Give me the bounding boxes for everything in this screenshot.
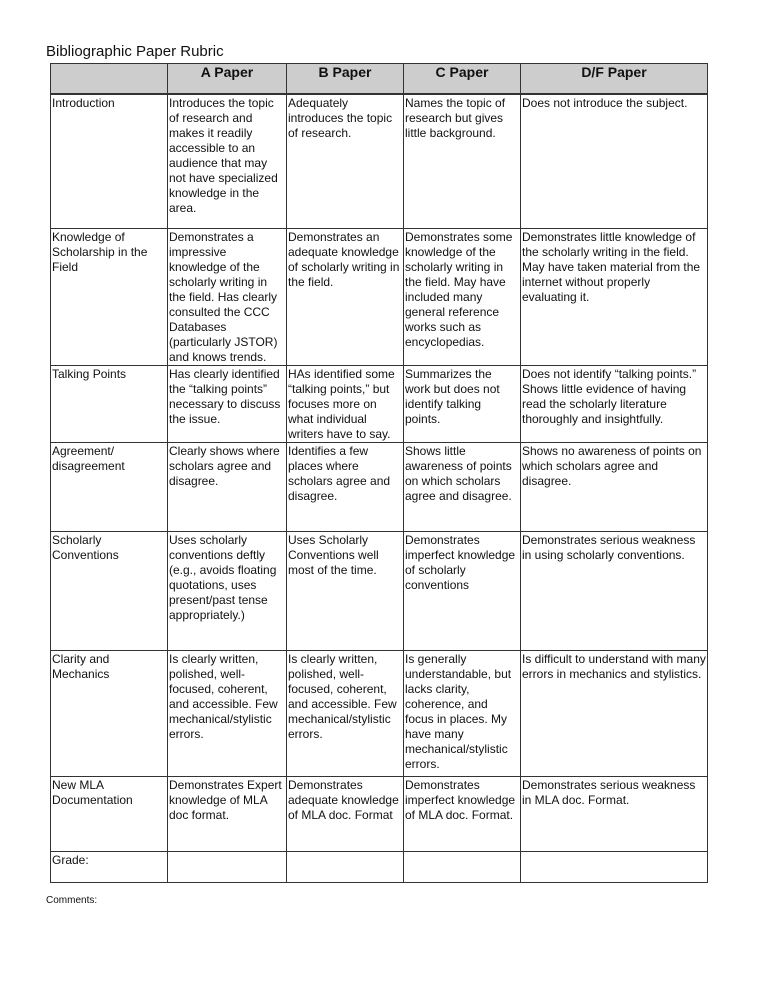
c-paper-cell: Shows little awareness of points on which scholars agree and disagree. — [404, 442, 521, 531]
b-paper-cell: HAs identified some “talking points,” but focuses more on what individual writers have to say. — [287, 365, 404, 442]
table-row — [51, 776, 708, 851]
c-paper-cell: Demonstrates some knowledge of the scholarly writing in the field. May have included many general reference works such as encyclopedias. — [404, 228, 521, 365]
df-paper-cell: Shows no awareness of points on which scholars agree and disagree. — [521, 442, 708, 531]
grade-label: Grade: — [51, 851, 168, 882]
df-paper-cell: Demonstrates serious weakness in using scholarly conventions. — [521, 531, 708, 650]
rubric-table — [50, 63, 708, 883]
a-paper-cell: Demonstrates Expert knowledge of MLA doc format. — [168, 776, 287, 851]
table-row — [51, 365, 708, 442]
df-paper-cell: Does not introduce the subject. — [521, 94, 708, 228]
a-paper-cell: Is clearly written, polished, well-focused, coherent, and accessible. Few mechanical/stylistic errors. — [168, 650, 287, 776]
header-a-paper: A Paper — [168, 64, 287, 95]
table-row — [51, 531, 708, 650]
criterion-cell: Talking Points — [51, 365, 168, 442]
grade-a-paper-cell[interactable] — [168, 851, 287, 882]
b-paper-cell: Identifies a few places where scholars agree and disagree. — [287, 442, 404, 531]
criterion-cell: Scholarly Conventions — [51, 531, 168, 650]
a-paper-cell: Has clearly identified the “talking points” necessary to discuss the issue. — [168, 365, 287, 442]
criterion-cell: Agreement/ disagreement — [51, 442, 168, 531]
df-paper-cell: Demonstrates serious weakness in MLA doc. Format. — [521, 776, 708, 851]
header-blank-cell — [51, 64, 168, 95]
table-row — [51, 650, 708, 776]
criterion-cell: Introduction — [51, 94, 168, 228]
b-paper-cell: Is clearly written, polished, well-focused, coherent, and accessible. Few mechanical/stylistic errors. — [287, 650, 404, 776]
a-paper-cell: Uses scholarly conventions deftly (e.g., avoids floating quotations, uses present/past tense appropriately.) — [168, 531, 287, 650]
df-paper-cell: Is difficult to understand with many errors in mechanics and stylistics. — [521, 650, 708, 776]
b-paper-cell: Demonstrates an adequate knowledge of scholarly writing in the field. — [287, 228, 404, 365]
criterion-cell: Knowledge of Scholarship in the Field — [51, 228, 168, 365]
a-paper-cell: Introduces the topic of research and makes it readily accessible to an audience that may not have specialized knowledge in the area. — [168, 94, 287, 228]
c-paper-cell: Is generally understandable, but lacks clarity, coherence, and focus in places. My have many mechanical/stylistic errors. — [404, 650, 521, 776]
header-c-paper: C Paper — [404, 64, 521, 95]
criterion-cell: Clarity and Mechanics — [51, 650, 168, 776]
table-row — [51, 228, 708, 365]
table-row — [51, 442, 708, 531]
c-paper-cell: Demonstrates imperfect knowledge of MLA doc. Format. — [404, 776, 521, 851]
b-paper-cell: Uses Scholarly Conventions well most of the time. — [287, 531, 404, 650]
table-row — [51, 94, 708, 228]
criterion-cell: New MLA Documentation — [51, 776, 168, 851]
comments-label: Comments: — [46, 895, 98, 906]
grade-df-paper-cell[interactable] — [521, 851, 708, 882]
header-df-paper: D/F Paper — [521, 64, 708, 95]
grade-b-paper-cell[interactable] — [287, 851, 404, 882]
c-paper-cell: Names the topic of research but gives little background. — [404, 94, 521, 228]
grade-c-paper-cell[interactable] — [404, 851, 521, 882]
document-title: Bibliographic Paper Rubric — [46, 43, 224, 60]
c-paper-cell: Summarizes the work but does not identify talking points. — [404, 365, 521, 442]
header-b-paper: B Paper — [287, 64, 404, 95]
c-paper-cell: Demonstrates imperfect knowledge of scholarly conventions — [404, 531, 521, 650]
df-paper-cell: Demonstrates little knowledge of the scholarly writing in the field. May have taken material from the internet without properly evaluating it. — [521, 228, 708, 365]
a-paper-cell: Clearly shows where scholars agree and disagree. — [168, 442, 287, 531]
a-paper-cell: Demonstrates a impressive knowledge of the scholarly writing in the field. Has clearly consulted the CCC Databases (particularly JSTOR) and knows trends. — [168, 228, 287, 365]
grade-row — [51, 851, 708, 882]
b-paper-cell: Adequately introduces the topic of research. — [287, 94, 404, 228]
df-paper-cell: Does not identify “talking points.” Shows little evidence of having read the scholarly literature thoroughly and insightfully. — [521, 365, 708, 442]
header-row — [51, 64, 708, 95]
b-paper-cell: Demonstrates adequate knowledge of MLA doc. Format — [287, 776, 404, 851]
